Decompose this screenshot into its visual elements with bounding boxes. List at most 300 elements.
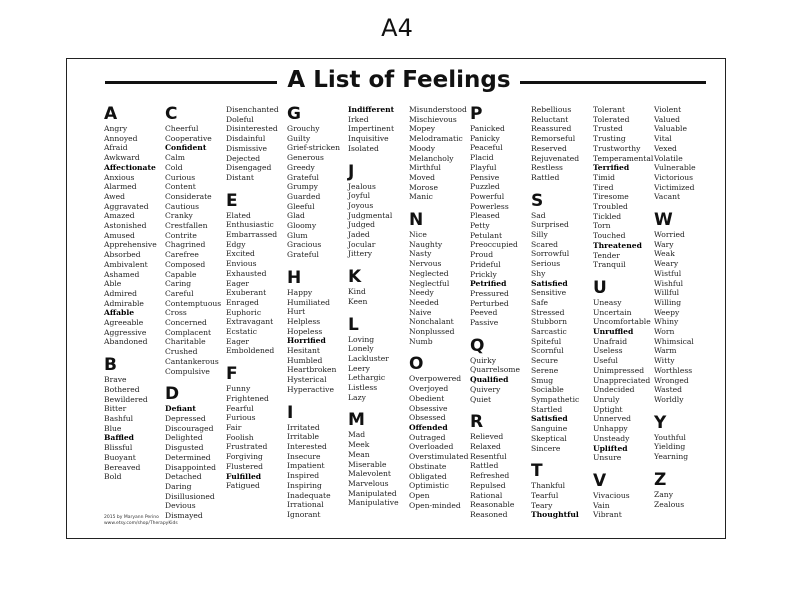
feeling-word: Baffled (104, 433, 134, 443)
feeling-word: Trusting (593, 134, 626, 144)
word-column (470, 105, 534, 520)
feeling-word: Quirky (470, 355, 497, 365)
feeling-word: Insecure (287, 451, 321, 461)
feeling-word: Neglectful (409, 278, 450, 288)
feeling-word: Flustered (226, 461, 264, 471)
feeling-word: Panicked (470, 124, 505, 133)
feeling-word: Sociable (531, 385, 564, 395)
feeling-word: Cold (165, 162, 183, 172)
feeling-word: Guilty (287, 133, 311, 143)
feeling-word: Fearful (226, 403, 254, 413)
feeling-word: Bothered (104, 384, 140, 394)
feeling-word: Teary (531, 500, 553, 510)
feeling-word: Jocular (348, 239, 376, 249)
feeling-word: Rattled (531, 172, 560, 182)
feeling-word: Unruly (593, 394, 620, 404)
feeling-word: Undecided (593, 385, 635, 395)
feeling-word: Sarcastic (531, 327, 567, 337)
feeling-word: Unafraid (593, 336, 628, 346)
feeling-word: Scared (531, 239, 558, 249)
feeling-word: Obsessive (409, 403, 448, 413)
feeling-word: Stressed (531, 307, 565, 317)
feeling-word: Terrified (593, 163, 630, 173)
feeling-word: Admirable (104, 298, 144, 308)
feeling-word: Nervous (409, 259, 442, 269)
feeling-word: Impertinent (348, 124, 394, 134)
feeling-word: Relaxed (470, 441, 501, 451)
feeling-word: Reasoned (470, 509, 508, 519)
feeling-word: Disengaged (226, 163, 272, 173)
feeling-word: Inspiring (287, 480, 322, 490)
feeling-word: Offended (409, 422, 448, 432)
feeling-word: Serene (531, 365, 559, 375)
feeling-word: Obedient (409, 393, 445, 403)
feeling-word: Hysterical (287, 375, 327, 385)
feeling-word: Numb (409, 336, 433, 346)
feeling-word: Yielding (654, 442, 686, 452)
feeling-word: Grateful (287, 250, 319, 260)
feeling-word: Puzzled (470, 182, 500, 192)
feeling-word: Needy (409, 288, 434, 298)
feeling-word: Miserable (348, 459, 387, 469)
feeling-word: Relieved (470, 432, 504, 442)
section-letter: C (165, 104, 178, 124)
feeling-word: Manipulated (348, 488, 397, 498)
section-letter: E (226, 190, 238, 211)
feeling-word: Trustworthy (593, 143, 641, 153)
feeling-word: Worthless (654, 365, 693, 375)
feeling-word: Satisfied (531, 278, 568, 288)
feeling-word: Glad (287, 211, 305, 221)
feeling-word: Malevolent (348, 469, 391, 479)
feeling-word: Uncomfortable (593, 317, 651, 327)
feeling-word: Interested (287, 441, 327, 451)
feeling-word: Naughty (409, 239, 443, 249)
feeling-word: Wishful (654, 278, 684, 288)
feeling-word: Enthusiastic (226, 220, 274, 230)
feeling-word: Petrified (470, 279, 507, 289)
feeling-word: Disdainful (226, 134, 266, 144)
section-letter: Z (654, 469, 667, 490)
feeling-word: Concerned (165, 318, 207, 328)
feeling-word: Lazy (348, 392, 366, 402)
feeling-word: Ignorant (287, 509, 321, 519)
feeling-word: Doleful (226, 114, 254, 124)
feeling-word: Humbled (287, 355, 323, 365)
feeling-word: Troubled (593, 202, 628, 212)
feeling-word: Preoccupied (470, 240, 518, 250)
feeling-word: Guarded (287, 191, 321, 201)
section-letter: S (531, 190, 544, 211)
feeling-word: Weepy (654, 307, 680, 317)
feeling-word: Whiny (654, 317, 679, 327)
feeling-word: Secure (531, 356, 558, 366)
feeling-word: Passive (470, 318, 499, 328)
feeling-word: Aggravated (104, 201, 149, 211)
feeling-word: Irked (348, 114, 369, 124)
feeling-word: Hyperactive (287, 384, 334, 394)
feeling-word: Sanguine (531, 424, 568, 434)
feeling-word: Nonchalant (409, 317, 454, 327)
feeling-word: Dejected (226, 153, 261, 163)
feeling-word: Pleased (470, 211, 500, 221)
feeling-word: Sad (531, 210, 546, 220)
feeling-word: Unsure (593, 453, 622, 463)
feeling-word: Prideful (470, 259, 501, 269)
feeling-word: Ecstatic (226, 327, 258, 337)
section-letter: F (226, 364, 238, 385)
feeling-word: Emboldened (226, 346, 275, 356)
feeling-word: Greedy (287, 162, 315, 172)
feeling-word: Anxious (104, 172, 135, 182)
feeling-word: Obsessed (409, 413, 446, 423)
feeling-word: Perturbed (470, 298, 509, 308)
feeling-word: Dismayed (165, 511, 203, 521)
feeling-word: Depressed (165, 413, 206, 423)
feeling-word: Bereaved (104, 462, 141, 472)
feeling-word: Open (409, 490, 430, 500)
feeling-word: Eager (226, 278, 250, 288)
feeling-word: Isolated (348, 143, 379, 153)
feeling-word: Weak (654, 249, 675, 259)
feeling-word: Affectionate (104, 162, 156, 172)
feeling-word: Happy (287, 287, 313, 297)
section-letter: M (348, 410, 365, 431)
feeling-word: Willing (654, 297, 682, 307)
feeling-word: Bewildered (104, 394, 148, 404)
feeling-word: Hesitant (287, 346, 320, 356)
feeling-word: Judged (348, 220, 376, 230)
feeling-word: Gleeful (287, 201, 315, 211)
feeling-word: Cross (165, 308, 187, 318)
feeling-word: Misunderstood (409, 105, 467, 114)
feeling-word: Able (104, 279, 122, 289)
feeling-word: Cantankerous (165, 356, 219, 366)
feeling-word: Hurt (287, 307, 306, 317)
feeling-word: Inspired (287, 471, 320, 481)
feeling-word: Playful (470, 162, 497, 172)
feeling-word: Refreshed (470, 471, 510, 481)
feeling-word: Touched (593, 231, 626, 241)
feeling-word: Violent (654, 105, 682, 114)
feeling-word: Quiet (470, 394, 492, 404)
feeling-word: Discouraged (165, 423, 214, 433)
feeling-word: Heartbroken (287, 365, 337, 375)
section-gap (348, 154, 412, 163)
feeling-word: Inadequate (287, 490, 331, 500)
feeling-word: Quivery (470, 384, 501, 394)
feeling-word: Rational (470, 490, 503, 500)
feeling-word: Crestfallen (165, 221, 208, 231)
feeling-word: Repulsed (470, 480, 506, 490)
feeling-word: Leery (348, 363, 370, 373)
feeling-word: Torn (593, 221, 611, 231)
feeling-word: Vacant (654, 192, 681, 202)
feeling-word: Tickled (593, 211, 622, 221)
feeling-word: Alarmed (104, 182, 137, 192)
feeling-word: Melodramatic (409, 134, 463, 144)
section-letter: P (470, 104, 483, 124)
section-letter: B (104, 355, 117, 376)
feeling-word: Thankful (531, 481, 566, 491)
feeling-word: Humiliated (287, 297, 330, 307)
feeling-word: Willful (654, 288, 680, 298)
word-column (104, 105, 168, 482)
feeling-word: Vain (593, 500, 610, 510)
feeling-word: Mirthful (409, 163, 441, 173)
section-letter: Q (470, 335, 485, 356)
poster-header (67, 67, 727, 97)
feeling-word: Zealous (654, 499, 685, 509)
feeling-word: Dismissive (226, 143, 268, 153)
feeling-word: Mischievous (409, 114, 457, 124)
feeling-word: Wasted (654, 385, 682, 395)
feeling-word: Witty (654, 356, 675, 366)
feeling-word: Valued (654, 114, 680, 124)
feeling-word: Compulsive (165, 366, 210, 376)
feeling-word: Meek (348, 440, 370, 450)
feeling-word: Unimpressed (593, 365, 645, 375)
feeling-word: Agreeable (104, 318, 144, 328)
feeling-word: Reasonable (470, 500, 515, 510)
feeling-word: Exuberant (226, 288, 267, 298)
word-column (348, 105, 412, 508)
feeling-word: Tolerated (593, 114, 630, 124)
section-gap (287, 395, 351, 404)
feeling-word: Melancholy (409, 153, 454, 163)
section-letter: O (409, 354, 424, 375)
feeling-word: Caring (165, 279, 192, 289)
feeling-word: Careful (165, 288, 194, 298)
section-letter: D (165, 384, 180, 405)
word-column (654, 105, 718, 509)
feeling-word: Satisfied (531, 414, 568, 424)
feeling-word: Serious (531, 259, 561, 269)
feeling-word: Defiant (165, 404, 196, 414)
credit-author: 2015 by Maryann Perino (104, 515, 159, 520)
feeling-word: Obstinate (409, 461, 447, 471)
feeling-word: Hopeless (287, 326, 323, 336)
feeling-word: Weary (654, 259, 679, 269)
feeling-word: Aggressive (104, 327, 147, 337)
word-column (287, 105, 351, 520)
feeling-word: Pressured (470, 288, 509, 298)
feeling-word: Proud (470, 250, 494, 260)
feeling-word: Jittery (348, 249, 372, 259)
feeling-word: Affable (104, 308, 135, 318)
feeling-word: Remorseful (531, 134, 576, 144)
feeling-word: Annoyed (104, 133, 138, 143)
feeling-word: Uncertain (593, 307, 632, 317)
feeling-word: Naive (409, 307, 432, 317)
feeling-word: Wistful (654, 268, 682, 278)
section-letter: N (409, 210, 424, 231)
feeling-word: Content (165, 182, 196, 192)
feeling-word: Outraged (409, 432, 446, 442)
feeling-word: Zany (654, 489, 673, 499)
feeling-word: Elated (226, 210, 251, 220)
feeling-word: Youthful (654, 432, 686, 442)
feeling-word: Powerless (470, 201, 509, 211)
feeling-word: Startled (531, 404, 563, 414)
feeling-word: Skeptical (531, 433, 567, 443)
feeling-word: Vulnerable (654, 163, 696, 173)
feeling-word: Threatened (593, 240, 642, 250)
feeling-word: Unruffled (593, 327, 634, 337)
word-column (409, 105, 473, 510)
word-column (593, 105, 657, 520)
feeling-word: Embarrassed (226, 230, 278, 240)
feeling-word: Frustrated (226, 442, 268, 452)
feeling-word: Envious (226, 259, 257, 269)
section-letter: V (593, 470, 607, 491)
feeling-word: Moved (409, 172, 435, 182)
feeling-word: Edgy (226, 239, 246, 249)
feeling-word: Wronged (654, 375, 689, 385)
feeling-word: Complacent (165, 327, 212, 337)
feeling-word: Considerate (165, 191, 212, 201)
feeling-word: Fatigued (226, 481, 260, 491)
feeling-word: Rejuvenated (531, 153, 580, 163)
feeling-word: Euphoric (226, 307, 262, 317)
feeling-word: Tender (593, 250, 620, 260)
feeling-word: Overloaded (409, 442, 454, 452)
feeling-word: Extravagant (226, 317, 274, 327)
feeling-word: Placid (470, 153, 494, 163)
feeling-word: Unhappy (593, 424, 628, 434)
feeling-word: Panicky (470, 133, 500, 143)
feeling-word: Foolish (226, 432, 254, 442)
feeling-word: Exhausted (226, 268, 267, 278)
feeling-word: Indifferent (348, 105, 395, 114)
feeling-word: Horrified (287, 336, 326, 346)
section-letter: A (104, 104, 118, 124)
feeling-word: Disgusted (165, 443, 204, 453)
paper-size-label: A4 (381, 14, 413, 42)
word-column (531, 105, 595, 520)
feeling-word: Bashful (104, 413, 134, 423)
section-letter: K (348, 267, 362, 288)
feeling-word: Vexed (654, 143, 677, 153)
feeling-word: Tiresome (593, 192, 629, 202)
feeling-word: Reassured (531, 124, 572, 134)
section-letter: L (348, 314, 359, 335)
feeling-word: Worried (654, 230, 685, 240)
feeling-word: Composed (165, 259, 206, 269)
feeling-word: Unsteady (593, 433, 630, 443)
feeling-word: Quarrelsome (470, 365, 520, 375)
feeling-word: Open-minded (409, 500, 461, 510)
section-letter: T (531, 461, 543, 482)
feeling-word: Devious (165, 501, 196, 511)
section-letter: W (654, 210, 673, 231)
feeling-word: Smug (531, 375, 554, 385)
section-letter: I (287, 402, 294, 423)
feeling-word: Grumpy (287, 182, 318, 192)
feeling-word: Awed (104, 191, 125, 201)
feeling-word: Calm (165, 153, 185, 163)
feeling-word: Contemptuous (165, 298, 222, 308)
feeling-word: Petulant (470, 230, 503, 240)
feeling-word: Excited (226, 249, 255, 259)
feelings-poster (66, 58, 726, 539)
feeling-word: Petty (470, 221, 490, 231)
feeling-word: Safe (531, 297, 549, 307)
feeling-word: Daring (165, 481, 192, 491)
feeling-word: Ashamed (104, 269, 140, 279)
feeling-word: Carefree (165, 250, 199, 260)
feeling-word: Kind (348, 287, 366, 297)
feeling-word: Morose (409, 182, 438, 192)
feeling-word: Funny (226, 384, 251, 394)
feeling-word: Disappointed (165, 462, 216, 472)
feeling-word: Judgmental (348, 210, 393, 220)
feeling-word: Grateful (287, 172, 319, 182)
feeling-word: Brave (104, 375, 127, 385)
section-letter: U (593, 277, 607, 298)
feeling-word: Thoughtful (531, 510, 579, 520)
feeling-word: Needed (409, 297, 439, 307)
feeling-word: Whimsical (654, 336, 694, 346)
feeling-word: Irrational (287, 500, 324, 510)
feeling-word: Loving (348, 334, 375, 344)
feeling-word: Useless (593, 346, 623, 356)
feeling-word: Lethargic (348, 373, 386, 383)
section-letter: J (348, 161, 355, 182)
feeling-word: Scornful (531, 346, 564, 356)
feeling-word: Cranky (165, 211, 193, 221)
feeling-word: Victorious (654, 172, 694, 182)
feeling-word: Temperamental (593, 153, 654, 163)
feeling-word: Sensitive (531, 288, 567, 298)
feeling-word: Sympathetic (531, 394, 580, 404)
feeling-word: Impatient (287, 461, 325, 471)
feeling-word: Jaded (348, 230, 370, 240)
poster-title: A List of Feelings (287, 67, 511, 93)
feeling-word: Inquisitive (348, 134, 389, 144)
feeling-word: Amazed (104, 211, 135, 221)
feeling-word: Mad (348, 430, 366, 440)
feeling-word: Useful (593, 356, 618, 366)
feeling-word: Glum (287, 230, 308, 240)
feeling-word: Keen (348, 296, 368, 306)
feeling-word: Delighted (165, 433, 203, 443)
feeling-word: Absorbed (104, 250, 141, 260)
feeling-word: Charitable (165, 337, 206, 347)
feeling-word: Generous (287, 153, 324, 163)
feeling-word: Chagrined (165, 240, 206, 250)
feeling-word: Blissful (104, 443, 133, 453)
feeling-word: Trusted (593, 124, 623, 134)
feeling-word: Yearning (654, 452, 689, 462)
feeling-word: Pensive (470, 172, 500, 182)
feeling-word: Abandoned (104, 337, 148, 347)
feeling-word: Volatile (654, 153, 683, 163)
feeling-word: Uneasy (593, 297, 622, 307)
feeling-word: Marvelous (348, 478, 389, 488)
feeling-word: Mean (348, 449, 370, 459)
feeling-word: Tranquil (593, 260, 626, 270)
feeling-word: Timid (593, 172, 615, 182)
word-column (226, 105, 290, 491)
feeling-word: Valuable (654, 124, 687, 134)
feeling-word: Gloomy (287, 221, 317, 231)
feeling-word: Fulfilled (226, 471, 262, 481)
feeling-word: Optimistic (409, 481, 449, 491)
feeling-word: Grouchy (287, 124, 320, 133)
feeling-word: Confident (165, 143, 207, 153)
feeling-word: Nice (409, 230, 427, 240)
